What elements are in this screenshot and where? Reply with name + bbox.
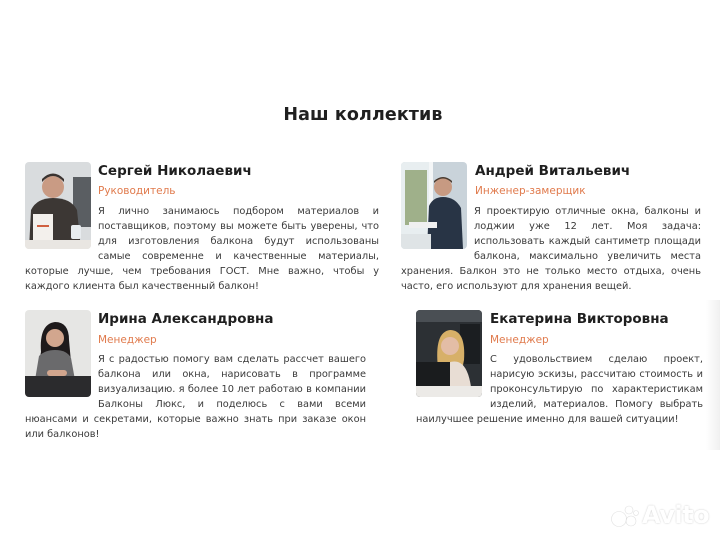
team-member-role: Менеджер: [98, 334, 157, 346]
avito-watermark-text: Avito: [642, 501, 710, 529]
section-title: Наш коллектив: [283, 105, 443, 125]
team-member-description: Я с радостью помогу вам сделать рассчет вашего балкона или окна, нарисовать в программе визуализацию. я более 10 лет работаю в компании Балконы Люкс, и поделюсь с вами всеми нюансами и секретами, которые важно знать при заказе окон или балконов!: [25, 354, 366, 440]
team-member-description: С удовольствием сделаю проект, нарисую эскизы, рассчитаю стоимость и проконсультирую по характеристикам изделий, материалов. Помогу выбрать наилучшее решение именно для вашей ситуации!: [416, 354, 703, 425]
page-edge-shadow: [706, 300, 720, 450]
team-member-role: Менеджер: [490, 334, 549, 346]
team-member-name: Сергей Николаевич: [98, 163, 252, 179]
team-member-description: Я лично занимаюсь подбором материалов и поставщиков, поэтому вы можете быть уверены, что для изготовления балкона будут использованы самые современне и качественные материалы, которые лучше, чем требования ГОСТ. Мне важно, чтобы у каждого клиента был качественный балкон!: [25, 206, 379, 292]
team-member-description: Я проектирую отличные окна, балконы и лоджии уже 12 лет. Моя задача: использовать каждый сантиметр площади балкона, максимально увеличить места хранения. Балкон это не только место отдыха, очень часто, его используют для хранения вещей.: [401, 206, 701, 292]
avito-watermark: [610, 500, 710, 530]
team-member-role: Руководитель: [98, 185, 176, 197]
team-member-name: Екатерина Викторовна: [490, 311, 669, 327]
team-member-role: Инженер-замерщик: [475, 185, 586, 197]
avito-logo-icon: [610, 502, 640, 528]
team-member-name: Ирина Александровна: [98, 311, 274, 327]
team-member-name: Андрей Витальевич: [475, 163, 631, 179]
